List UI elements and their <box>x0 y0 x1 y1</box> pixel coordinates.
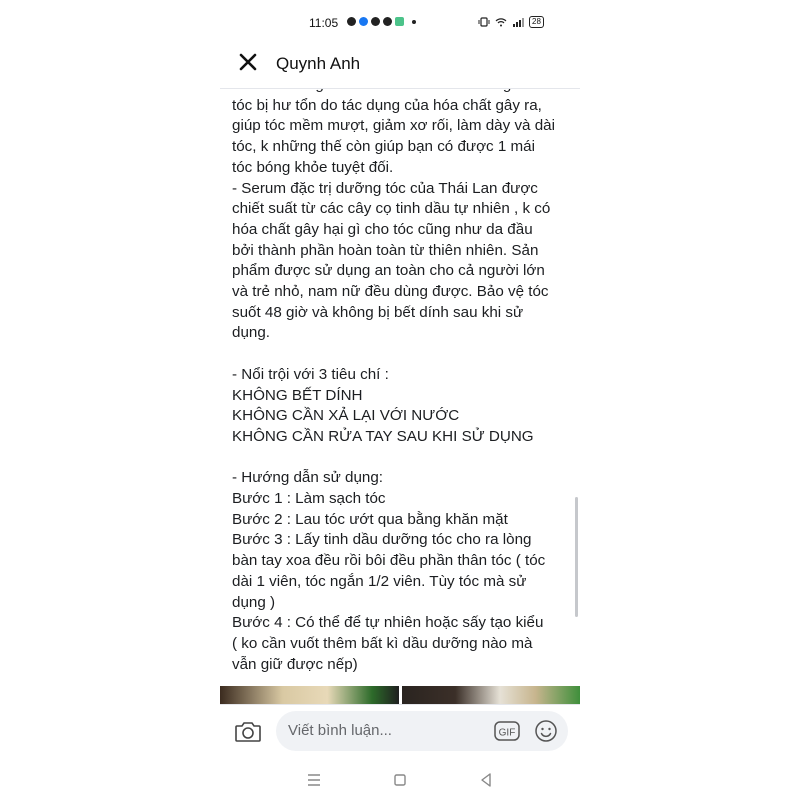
comment-input[interactable] <box>276 711 568 751</box>
author-name[interactable]: Quynh Anh <box>276 54 361 73</box>
close-icon[interactable] <box>236 50 260 74</box>
gif-label: GIF <box>498 727 516 739</box>
recents-icon[interactable] <box>304 770 324 790</box>
post-images <box>220 686 580 704</box>
notification-icons <box>347 17 416 26</box>
more-notifications-icon <box>412 20 416 24</box>
system-icons <box>478 16 544 28</box>
signal-icon <box>512 17 524 27</box>
home-icon[interactable] <box>390 770 410 790</box>
system-nav-bar <box>220 760 580 800</box>
messenger-icon <box>347 17 356 26</box>
back-icon[interactable] <box>476 770 496 790</box>
facebook-icon <box>371 17 380 26</box>
gif-icon[interactable] <box>494 720 520 742</box>
post-image[interactable] <box>402 686 581 704</box>
emoji-icon[interactable] <box>534 719 558 743</box>
settings-icon <box>359 17 368 26</box>
comment-placeholder: Viết bình luận... <box>288 722 392 739</box>
status-time: 11:05 <box>309 16 339 30</box>
comment-bar <box>220 704 580 758</box>
post-image[interactable] <box>220 686 399 704</box>
phone-screen <box>220 0 580 800</box>
shopping-bag-icon <box>383 17 392 26</box>
header-divider <box>220 88 580 89</box>
vibrate-icon <box>478 17 490 27</box>
battery-indicator: 28 <box>529 16 544 28</box>
post-text: tóc bị hư tổn do tác dụng của hóa chất gây ra, giúp tóc mềm mượt, giảm xơ rối, làm dày và dài tóc, k những thế còn giúp bạn có được 1 mái tóc bóng khỏe tuyệt đối. - Serum đặc trị dưỡng tóc của Thái Lan được chiết suất từ các cây cọ tinh dầu tự nhiên , k có hóa chất gây hại gì cho tóc cũng như da đầu bởi thành phần hoàn toàn từ thiên nhiên. Sản phẩm được sử dụng an toàn cho cả người lớn và trẻ nhỏ, nam nữ đều dùng được. Bảo vệ tóc suốt 48 giờ và không bị bết dính sau khi sử dụng. - Nổi trội với 3 tiêu chí : KHÔNG BẾT DÍNH KHÔNG CẦN XẢ LẠI VỚI NƯỚC KHÔNG CẦN RỬA TAY SAU KHI SỬ DỤNG - Hướng dẫn sử dụng: Bước 1 : Làm sạch tóc Bước 2 : Lau tóc ướt qua bằng khăn mặt Bước 3 : Lấy tinh dầu dưỡng tóc cho ra lòng bàn tay xoa đều rồi bôi đều phần thân tóc ( tóc dài 1 viên, tóc ngắn 1/2 viên. Tùy tóc mà sử dụng ) Bước 4 : Có thể để tự nhiên hoặc sấy tạo kiểu ( ko cần vuốt thêm bất kì dầu dưỡng nào mà vẫn giữ được nếp) <box>232 96 555 673</box>
scrollbar[interactable] <box>575 497 578 617</box>
camera-icon[interactable] <box>234 720 262 744</box>
wifi-icon <box>495 17 507 27</box>
status-bar <box>220 10 580 36</box>
post-content[interactable] <box>220 89 580 686</box>
app-icon <box>395 17 404 26</box>
post-header <box>220 40 580 88</box>
